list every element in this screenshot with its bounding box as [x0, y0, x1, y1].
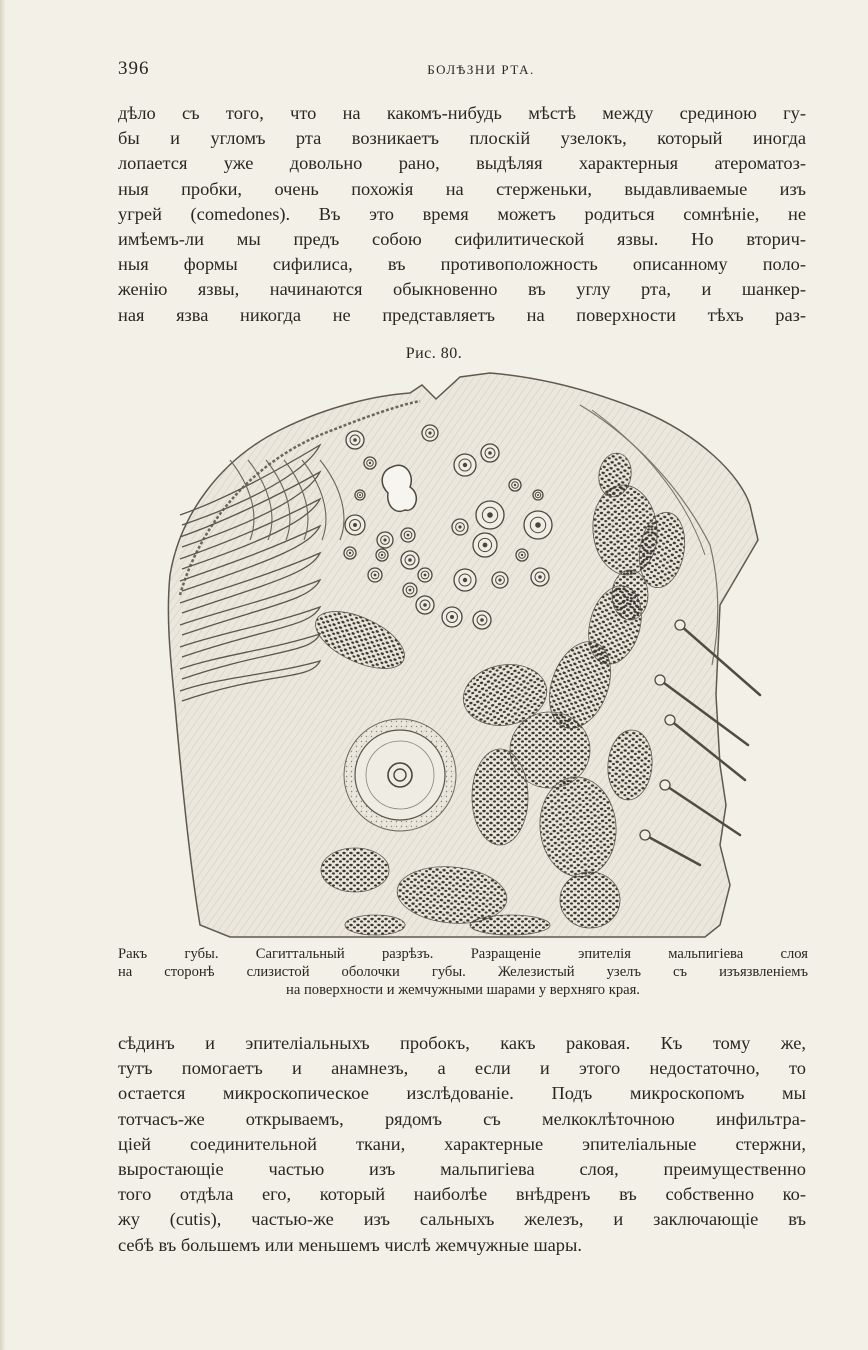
pearl-core	[538, 575, 542, 579]
pearl-core	[407, 534, 410, 537]
pearl-core	[369, 462, 371, 464]
pearl-core	[537, 494, 539, 496]
body-text-top	[118, 101, 806, 328]
text-line: лопается уже довольно рано, выдѣляя характерныя атероматоз-	[118, 153, 806, 174]
figure-caption	[118, 945, 808, 999]
text-line: остается микроскопическое изслѣдованіе. Подъ микроскопомъ мы	[118, 1083, 806, 1104]
text-line: дѣло съ того, что на какомъ-нибудь мѣстѣ между срединою гу-	[118, 103, 806, 123]
cell-nest	[612, 570, 648, 620]
pearl-core	[353, 523, 357, 527]
caption-line: на поверхности и жемчужными шарами у верхняго края.	[286, 982, 640, 998]
page-number: 396	[118, 58, 150, 79]
pearl-core	[458, 525, 461, 528]
pearl-core	[487, 512, 493, 518]
body-text-bottom	[118, 1031, 806, 1258]
cell-nest	[470, 915, 550, 935]
pearl-core	[463, 578, 467, 582]
running-head: БОЛѢЗНИ РТА.	[427, 62, 535, 77]
hair-bulb	[675, 620, 685, 630]
pearl-core	[488, 451, 492, 455]
page-edge	[0, 0, 6, 1350]
text-line: ціей соединительной ткани, характерные эпителіальные стержни,	[118, 1133, 806, 1154]
text-line: тутъ помогаетъ и анамнезъ, а если и этого недостаточно, то	[118, 1058, 806, 1079]
text-line: того отдѣла его, который наиболѣе внѣдренъ въ собственно ко-	[118, 1184, 806, 1205]
pearl-core	[424, 574, 427, 577]
text-line: тотчасъ-же открываемъ, рядомъ съ мелкоклѣточною инфильтра-	[118, 1108, 806, 1129]
pearl-core	[463, 463, 467, 467]
pearl-core	[498, 578, 501, 581]
figure-label: Рис. 80.	[405, 345, 463, 362]
hair-bulb	[640, 830, 650, 840]
pearl-core	[423, 603, 427, 607]
cell-nest	[560, 872, 620, 928]
pearl-core	[381, 554, 383, 556]
text-line: выростающіе частью изъ мальпигіева слоя, преимущественно	[118, 1158, 806, 1179]
cell-nest	[345, 915, 405, 935]
pearl-core	[353, 438, 357, 442]
text-line: имѣемъ-ли мы предъ собою сифилитической язвы. Но вторич-	[118, 228, 806, 249]
large-pearl	[344, 719, 456, 831]
pearl-core	[483, 543, 488, 548]
hair-bulb	[665, 715, 675, 725]
pearl-core	[359, 494, 361, 496]
text-line: жу (cutis), частью-же изъ сальныхъ железъ, и заключающіе въ	[118, 1209, 806, 1230]
pearl-core	[374, 574, 377, 577]
cell-nest	[472, 749, 528, 845]
pearl-core	[383, 538, 386, 541]
caption-line: на сторонѣ слизистой оболочки губы. Железистый узелъ съ изъязвленіемъ	[118, 964, 808, 980]
hair-bulb	[660, 780, 670, 790]
page-header	[118, 58, 804, 84]
pearl-core	[450, 615, 454, 619]
pearl-core	[480, 618, 484, 622]
pearl-core	[535, 522, 541, 528]
text-line: угрей (comedones). Въ это время можетъ родиться сомнѣніе, не	[118, 203, 806, 224]
text-line: ныя формы сифилиса, въ противоположность описанному поло-	[118, 254, 806, 275]
pearl-core	[514, 484, 516, 486]
text-line: ныя пробки, очень похожія на стерженьки, выдавливаемые изъ	[118, 178, 806, 199]
hair-bulb	[655, 675, 665, 685]
text-line: бы и угломъ рта возникаетъ плоскій узелокъ, который иногда	[118, 128, 806, 149]
figure-illustration	[160, 365, 770, 945]
text-line: ная язва никогда не представляетъ на поверхности тѣхъ раз-	[118, 304, 806, 325]
text-line: женію язвы, начинаются обыкновенно въ углу рта, и шанкер-	[118, 279, 806, 300]
caption-line: Ракъ губы. Сагиттальный разрѣзъ. Разращеніе эпителія мальпигіева слоя	[118, 946, 808, 962]
pearl-core	[349, 552, 351, 554]
pearl-core	[428, 431, 431, 434]
cell-nest	[321, 848, 389, 892]
text-line: сѣдинъ и эпителіальныхъ пробокъ, какъ раковая. Къ тому же,	[118, 1033, 806, 1053]
pearl-core	[409, 589, 412, 592]
histology-drawing	[160, 365, 770, 945]
pearl-core	[521, 554, 523, 556]
pearl-core	[408, 558, 412, 562]
tissue-section	[168, 373, 760, 937]
text-line: себѣ въ большемъ или меньшемъ числѣ жемчужные шары.	[118, 1234, 582, 1255]
